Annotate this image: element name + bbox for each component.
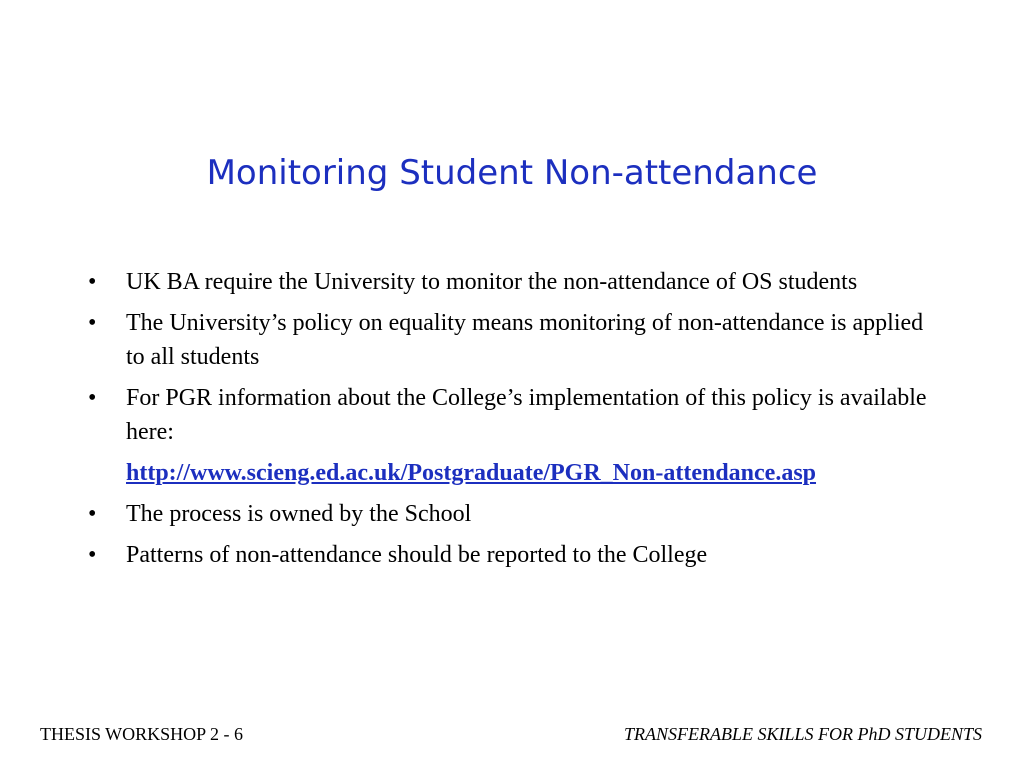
footer-workshop-label: THESIS WORKSHOP 2 - 6	[40, 724, 244, 744]
bullet-text: The process is owned by the School	[126, 501, 472, 527]
policy-link-line	[126, 456, 946, 490]
policy-link[interactable]: http://www.scieng.ed.ac.uk/Postgraduate/PGR_Non-attendance.asp	[126, 460, 817, 486]
bullet-text: Patterns of non-attendance should be reported to the College	[126, 542, 708, 568]
bullet-list	[0, 265, 1024, 579]
bullet-marker: •	[88, 385, 97, 411]
bullet-marker: •	[88, 501, 97, 527]
slide-title: Monitoring Student Non-attendance	[206, 153, 818, 193]
bullet-item	[88, 497, 946, 531]
bullet-item	[88, 265, 946, 299]
bullet-item	[88, 538, 946, 572]
footer-course-label: TRANSFERABLE SKILLS FOR PhD STUDENTS	[623, 724, 982, 744]
bullet-item	[88, 381, 946, 449]
bullet-marker: •	[88, 269, 97, 295]
bullet-item	[88, 306, 946, 374]
bullet-text: The University’s policy on equality means monitoring of non-attendance is applied to all students	[126, 310, 924, 370]
bullet-text: For PGR information about the College’s implementation of this policy is available here:	[126, 385, 927, 445]
bullet-marker: •	[88, 310, 97, 336]
bullet-text: UK BA require the University to monitor the non-attendance of OS students	[126, 269, 858, 295]
bullet-marker: •	[88, 542, 97, 568]
